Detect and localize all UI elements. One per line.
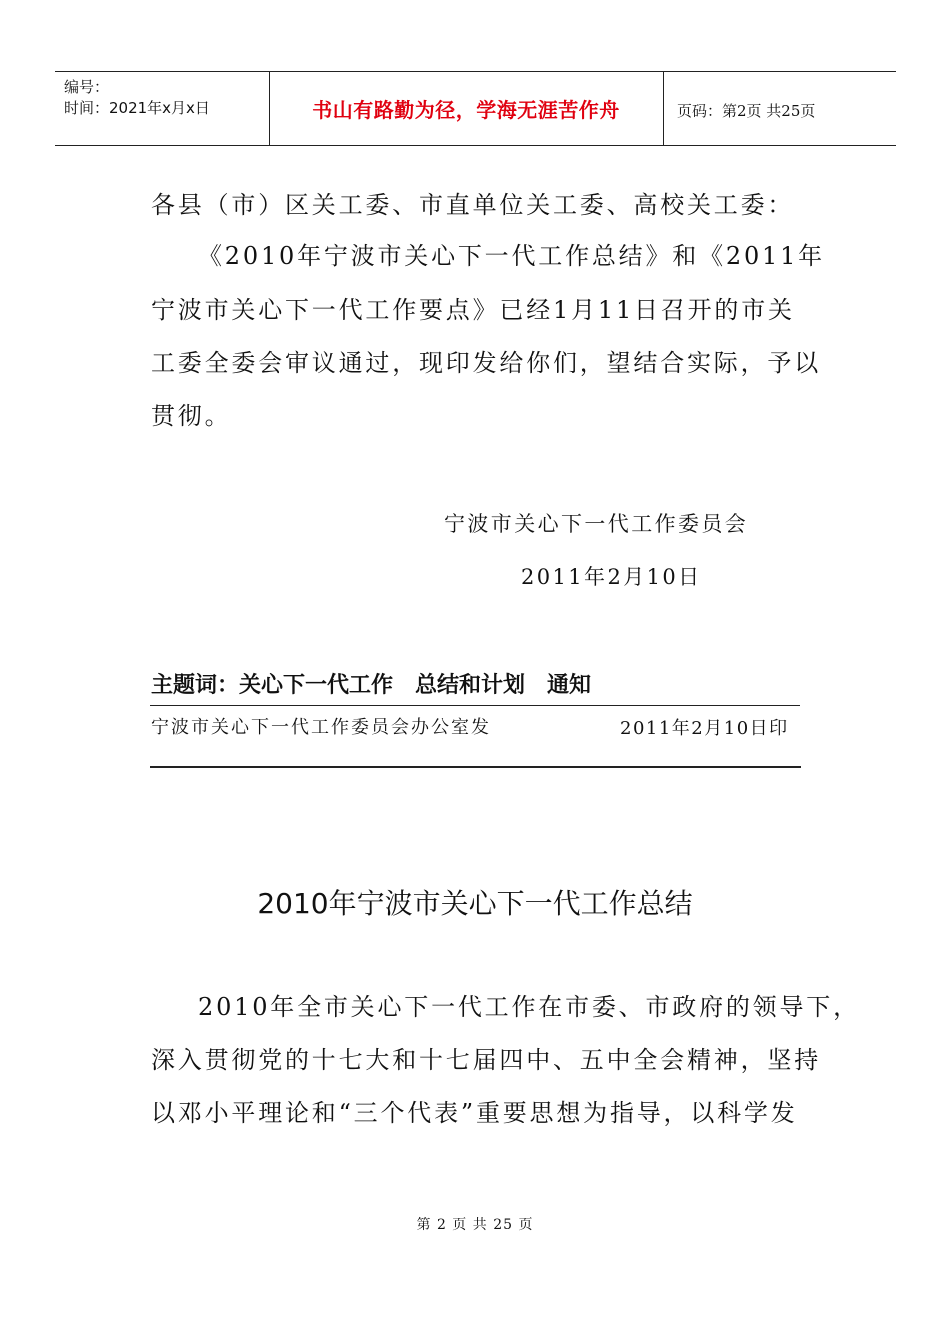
summary-title: 2010年宁波市关心下一代工作总结 <box>257 887 693 920</box>
keyword-item: 通知 <box>547 673 592 698</box>
keyword-item: 总结和计划 <box>415 673 526 698</box>
header-divider <box>663 72 664 145</box>
document-header <box>55 71 896 146</box>
page-footer: 第 2 页 共 25 页 <box>416 1217 534 1233</box>
notice-body-line: 《2010年宁波市关心下一代工作总结》和《2011年 <box>198 242 825 270</box>
document-time-label: 时间：2021年x月x日 <box>64 99 210 117</box>
notice-salutation: 各县（市）区关工委、市直单位关工委、高校关工委： <box>151 191 795 219</box>
document-number-label: 编号： <box>64 78 110 96</box>
header-page-label: 页码：第2页 共25页 <box>677 102 816 120</box>
keywords-rule <box>150 705 800 706</box>
notice-date: 2011年2月10日 <box>521 565 702 589</box>
keywords-label: 主题词： <box>151 673 240 698</box>
keyword-item: 关心下一代工作 <box>239 673 394 698</box>
notice-body-line: 宁波市关心下一代工作要点》已经1月11日召开的市关 <box>151 296 795 324</box>
issuance-rule <box>150 766 801 768</box>
notice-body-line: 工委全委会审议通过，现印发给你们，望结合实际，予以 <box>151 349 821 377</box>
keywords <box>151 668 613 699</box>
notice-body-line: 贯彻。 <box>151 402 232 430</box>
issuer: 宁波市关心下一代工作委员会办公室发 <box>151 717 491 738</box>
summary-line: 以邓小平理论和“三个代表”重要思想为指导，以科学发 <box>151 1099 798 1127</box>
summary-line: 2010年全市关心下一代工作在市委、市政府的领导下， <box>198 993 860 1021</box>
issue-date: 2011年2月10日印 <box>620 718 789 739</box>
header-motto: 书山有路勤为径，学海无涯苦作舟 <box>312 98 620 122</box>
summary-line: 深入贯彻党的十七大和十七届四中、五中全会精神，坚持 <box>151 1046 821 1074</box>
header-meta <box>64 77 210 119</box>
notice-signature: 宁波市关心下一代工作委员会 <box>444 512 749 536</box>
